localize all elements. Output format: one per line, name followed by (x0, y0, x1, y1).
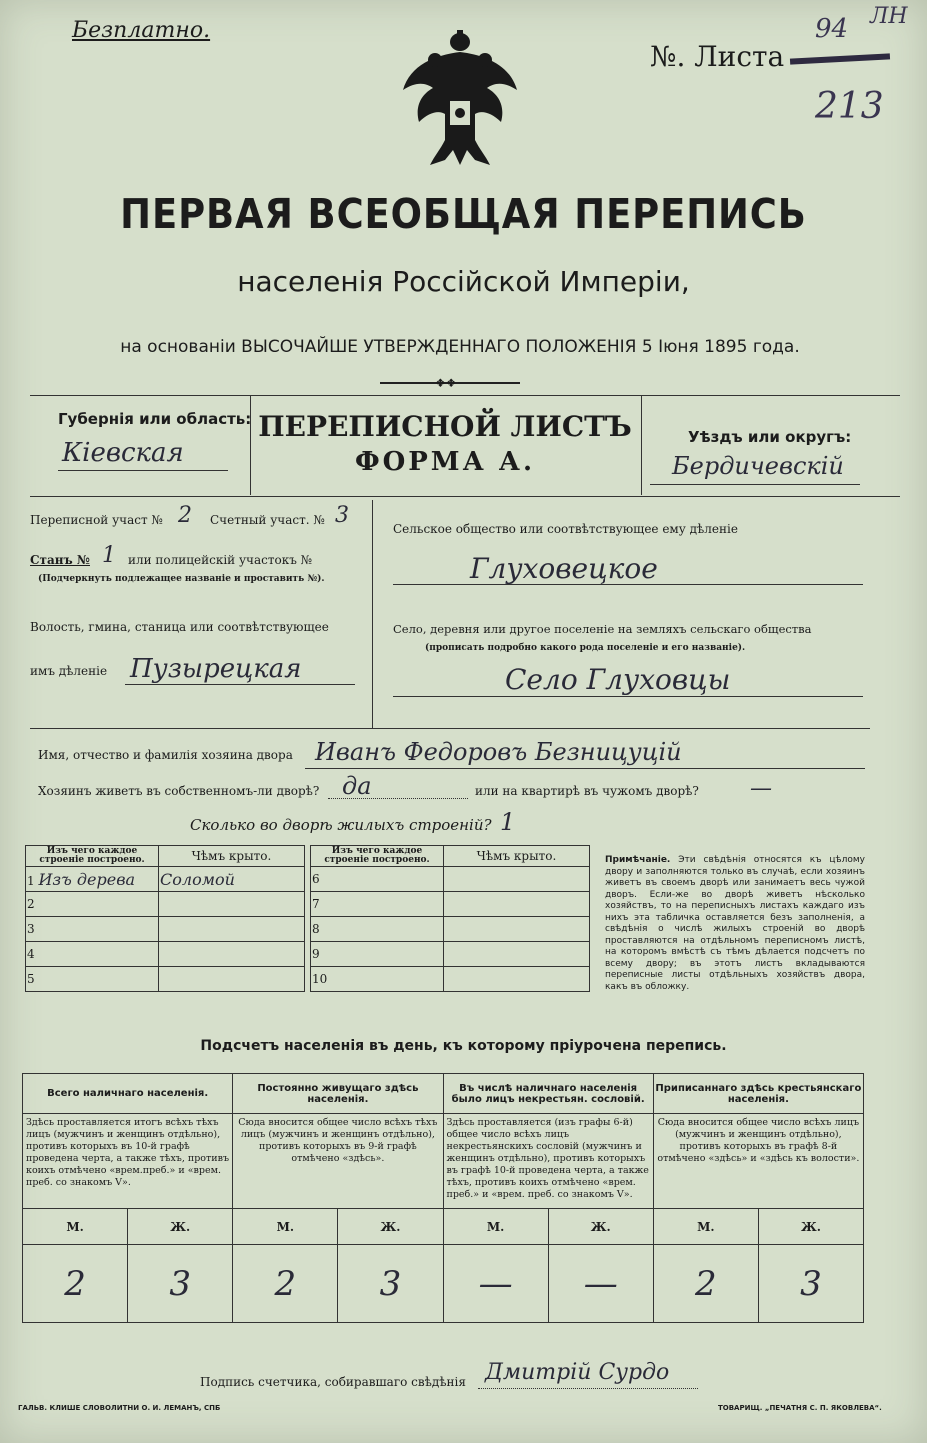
row-number: 3 (27, 922, 35, 936)
imperial-eagle-emblem (395, 30, 525, 170)
row-material: Изъ дерева (38, 869, 136, 889)
signature-underline (478, 1388, 698, 1389)
buildings-label: Сколько во дворѣ жилыхъ строеній? (190, 816, 492, 834)
pop-col-header: Всего наличнаго населенія. (23, 1074, 233, 1114)
printer-left: ГАЛЬВ. КЛИШЕ СЛОВОЛИТНИ О. И. ЛЕМАНЪ, СПБ (18, 1404, 221, 1412)
pop-value: — (443, 1245, 548, 1323)
sheet-title: ПЕРЕПИСНОЙ ЛИСТЪ (258, 410, 632, 443)
building-row (26, 917, 159, 942)
pop-col-desc: Здѣсь проставляется (изъ графы 6-й) общее число всѣхъ лицъ некрестьянскихъ сословій (мужчинъ и женщинъ отдѣльно), противъ которыхъ въ графѣ 10-й проведена черта, а также тѣхъ, противъ коихъ отмѣчено «врем. преб.» и «врем. преб. со знакомъ V». (443, 1114, 653, 1209)
owner-lives-underline (328, 798, 468, 799)
village-label: Село, деревня или другое поселеніе на земляхъ сельскаго общества (393, 622, 812, 636)
building-row (311, 892, 444, 917)
building-row (311, 867, 444, 892)
pop-value: 3 (128, 1245, 233, 1323)
ornament-center: ❖❖ (435, 376, 457, 390)
pop-value: 2 (23, 1245, 128, 1323)
gubernia-value: Кіевская (62, 438, 184, 468)
gubernia-label: Губернія или область: (58, 410, 252, 428)
pop-col-header: Приписаннаго здѣсь крестьянскаго населенія. (653, 1074, 863, 1114)
row-roof (159, 967, 305, 992)
census-title: ПЕРВАЯ ВСЕОБЩАЯ ПЕРЕПИСЬ (120, 190, 807, 238)
row-number: 1 (27, 873, 35, 888)
building-row (26, 967, 159, 992)
village-underline (393, 696, 863, 697)
stan-value: 1 (102, 543, 116, 568)
f-label: Ж. (758, 1209, 863, 1245)
printer-right: ТОВАРИЩ. „ПЕЧАТНЯ С. П. ЯКОВЛЕВА“. (718, 1404, 882, 1412)
row-number: 8 (312, 922, 320, 936)
pop-col-desc: Сюда вносится общее число всѣхъ лицъ (мужчинъ и женщинъ отдѣльно), противъ которыхъ въ графѣ 8-й отмѣчено «здѣсь» и «здѣсь къ волости». (653, 1114, 863, 1209)
pop-value: 2 (653, 1245, 758, 1323)
signature-value: Дмитрій Сурдо (485, 1360, 670, 1385)
buildings-note (605, 855, 865, 993)
uezd-label: Уѣздъ или округъ: (688, 428, 852, 446)
buildings-table-right (310, 845, 590, 992)
society-label: Сельское общество или соотвѣтствующее ему дѣленіе (393, 522, 738, 536)
uchastok-label: Переписной участ № (30, 513, 163, 527)
pop-col-desc: Здѣсь проставляется итогъ всѣхъ тѣхъ лицъ (мужчинъ и женщинъ отдѣльно), противъ которыхъ въ 10-й графѣ проведена черта, а также тѣхъ, противъ коихъ отмѣчено «врем.преб.» и «врем. преб. со знакомъ V». (23, 1114, 233, 1209)
building-row (26, 892, 159, 917)
m-label: М. (233, 1209, 338, 1245)
owner-rent-label: или на квартирѣ въ чужомъ дворѣ? (475, 784, 699, 798)
underline-note: (Подчеркнуть подлежащее названіе и проставить №). (38, 574, 325, 584)
volost-value: Пузырецкая (130, 654, 302, 684)
col-building-header: Изъ чего каждое строеніе построено. (26, 846, 159, 867)
building-row (26, 867, 159, 892)
row-roof (159, 917, 305, 942)
owner-name-label: Имя, отчество и фамилія хозяина двора (38, 748, 293, 762)
free-label: Безплатно. (72, 18, 211, 43)
row-number: 2 (27, 897, 35, 911)
row-roof: Соломой (159, 867, 305, 892)
row-number: 5 (27, 972, 35, 986)
f-label: Ж. (338, 1209, 443, 1245)
sheet-number-corner-mark: ЛН (870, 4, 908, 29)
owner-lives-value: да (342, 772, 372, 800)
owner-rent-value: — (750, 776, 772, 801)
signature-label: Подпись счетчика, собиравшаго свѣдѣнія (200, 1375, 466, 1389)
m-label: М. (653, 1209, 758, 1245)
uchastok-value: 2 (178, 503, 192, 528)
uezd-value: Бердичевскій (672, 452, 844, 480)
pop-value: — (548, 1245, 653, 1323)
owner-name-value: Иванъ Федоровъ Безницуцій (315, 738, 682, 766)
pop-value: 3 (758, 1245, 863, 1323)
population-title: Подсчетъ населенія въ день, къ которому пріурочена перепись. (200, 1038, 727, 1054)
note-heading: Примѣчаніе. (605, 855, 671, 865)
gubernia-underline (58, 470, 228, 471)
pop-col-header: Постоянно живущаго здѣсь населенія. (233, 1074, 443, 1114)
strikethrough-mark (790, 53, 890, 64)
volost-underline (125, 684, 355, 685)
owner-lives-label: Хозяинъ живетъ въ собственномъ-ли дворѣ? (38, 784, 320, 798)
row-number: 7 (312, 897, 320, 911)
block-bottom-rule (30, 728, 870, 729)
building-row (311, 967, 444, 992)
m-label: М. (443, 1209, 548, 1245)
pop-col-desc: Сюда вносится общее число всѣхъ тѣхъ лицъ (мужчинъ и женщинъ отдѣльно), противъ которыхъ въ 9-й графѣ отмѣчено «здѣсь». (233, 1114, 443, 1209)
note-text: Эти свѣдѣнія относятся къ цѣлому двору и заполняются только въ случаѣ, если хозяинъ живетъ въ своемъ дворѣ или занимаетъ весь чужой дворъ. Если-же во дворѣ живетъ нѣсколько хозяйствъ, то на переписныхъ листахъ каждаго изъ нихъ эта табличка оставляется безъ заполненія, а свѣдѣнія о числѣ жилыхъ строеній во дворѣ проставляются на отдѣльномъ переписномъ листѣ, на которомъ вмѣстѣ съ тѣмъ дѣлается подсчетъ по всему двору; въ этотъ листъ вкладываются переписные листы отдѣльныхъ хозяйствъ двора, какъ въ обложку. (605, 855, 865, 992)
row-roof (159, 942, 305, 967)
f-label: Ж. (548, 1209, 653, 1245)
form-type: ФОРМА А. (354, 447, 536, 477)
census-subtitle: населенія Россійской Имперіи, (237, 265, 690, 298)
row-roof (159, 892, 305, 917)
population-table (22, 1073, 864, 1323)
village-note: (прописать подробно какого рода поселеніе и его названіе). (425, 643, 746, 653)
society-underline (393, 584, 863, 585)
pop-col-header: Въ числѣ наличнаго населенія было лицъ некрестьян. сословій. (443, 1074, 653, 1114)
pop-value: 2 (233, 1245, 338, 1323)
society-value: Глуховецкое (470, 552, 658, 585)
row-number: 10 (312, 972, 328, 986)
owner-name-underline (305, 768, 865, 769)
building-row (26, 942, 159, 967)
village-value: Село Глуховцы (505, 663, 731, 696)
volost-label: Волость, гмина, станица или соотвѣтствующее (30, 620, 329, 634)
building-row (311, 917, 444, 942)
building-row (311, 942, 444, 967)
col-roof-header: Чѣмъ крыто. (444, 846, 590, 867)
pop-value: 3 (338, 1245, 443, 1323)
uezd-underline (650, 484, 860, 485)
row-number: 4 (27, 947, 35, 961)
schet-value: 3 (335, 503, 349, 528)
buildings-value: 1 (500, 808, 516, 836)
f-label: Ж. (128, 1209, 233, 1245)
sheet-number-handwritten-top: 94 (815, 14, 849, 44)
block-divider (372, 500, 373, 728)
schet-label: Счетный участ. № (210, 513, 325, 527)
row-number: 9 (312, 947, 320, 961)
police-label: или полицейскій участокъ № (128, 553, 313, 567)
m-label: М. (23, 1209, 128, 1245)
col-roof-header: Чѣмъ крыто. (159, 846, 305, 867)
census-basis: на основаніи ВЫСОЧАЙШЕ УТВЕРЖДЕННАГО ПОЛОЖЕНІЯ 5 Іюня 1895 года. (120, 337, 800, 357)
buildings-table-left (25, 845, 305, 992)
stan-label: Станъ № (30, 553, 90, 567)
volost-label-2: имъ дѣленіе (30, 664, 108, 678)
col-building-header: Изъ чего каждое строеніе построено. (311, 846, 444, 867)
sheet-number-label: №. Листа (650, 40, 785, 73)
row-number: 6 (312, 872, 320, 886)
sheet-number-handwritten: 213 (815, 86, 884, 127)
